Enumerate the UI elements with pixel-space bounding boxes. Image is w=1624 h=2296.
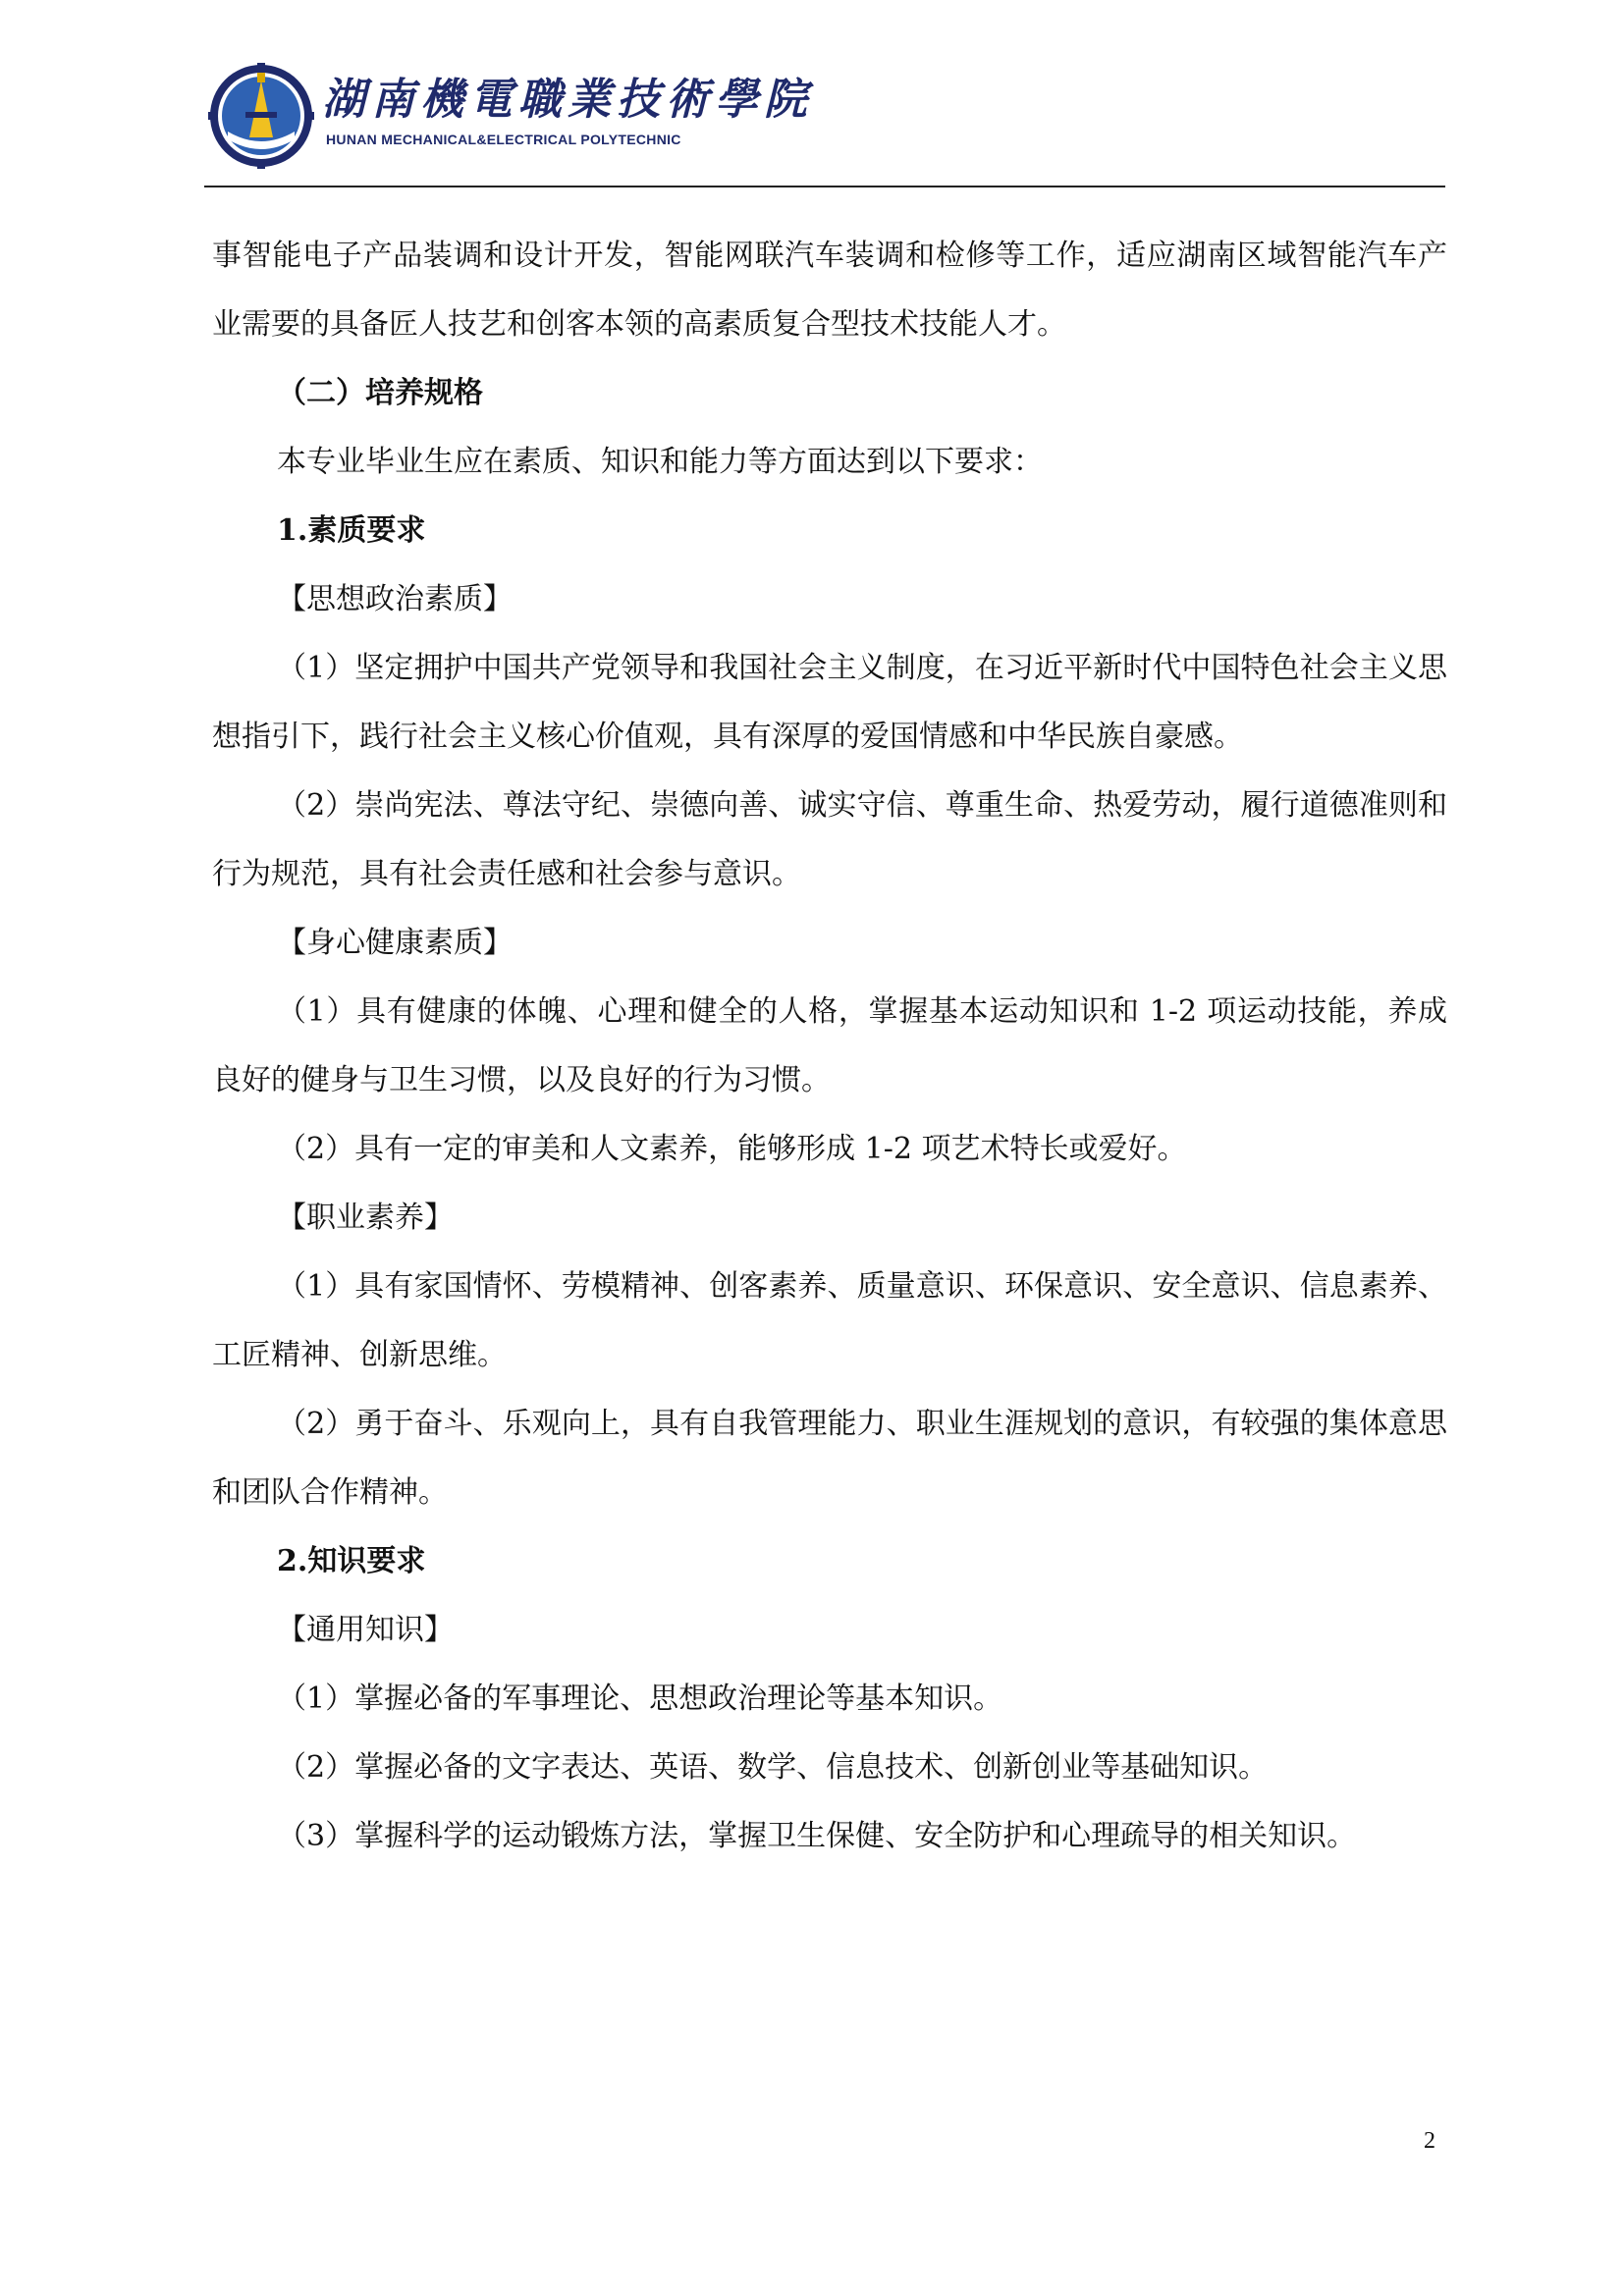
list-item: （2）勇于奋斗、乐观向上，具有自我管理能力、职业生涯规划的意识，有较强的集体意思和团队合作精神。: [212, 1407, 1447, 1510]
page-number: 2: [1424, 2128, 1435, 2154]
category-label: 【思想政治素质】: [277, 582, 513, 616]
school-name-cn: 湖南機電職業技術學院: [322, 75, 813, 125]
category-label: 【职业素养】: [277, 1201, 454, 1235]
list-item: （2）崇尚宪法、尊法守纪、崇德向善、诚实守信、尊重生命、热爱劳动，履行道德准则和行为规范，具有社会责任感和社会参与意识。: [212, 788, 1447, 891]
list-item: （2）具有一定的审美和人文素养，能够形成 1-2 项艺术特长或爱好。: [277, 1132, 1187, 1166]
page-header: [206, 61, 1443, 187]
list-item: （1）掌握必备的军事理论、思想政治理论等基本知识。: [277, 1682, 1003, 1716]
list-item: （1）具有家国情怀、劳模精神、创客素养、质量意识、环保意识、安全意识、信息素养、工匠精神、创新思维。: [212, 1269, 1447, 1372]
section-heading: （二）培养规格: [277, 376, 483, 410]
list-item: （3）掌握科学的运动锻炼方法，掌握卫生保健、安全防护和心理疏导的相关知识。: [277, 1819, 1357, 1853]
list-item: （1）坚定拥护中国共产党领导和我国社会主义制度，在习近平新时代中国特色社会主义思想指引下，践行社会主义核心价值观，具有深厚的爱国情感和中华民族自豪感。: [212, 651, 1447, 754]
subsection-heading: 1.素质要求: [277, 513, 426, 548]
subsection-heading: 2.知识要求: [277, 1544, 426, 1578]
school-logo-icon: [206, 61, 316, 171]
document-body: [212, 222, 1447, 1871]
list-item: （1）具有健康的体魄、心理和健全的人格，掌握基本运动知识和 1-2 项运动技能，养成良好的健身与卫生习惯，以及良好的行为习惯。: [212, 994, 1447, 1097]
list-item: （2）掌握必备的文字表达、英语、数学、信息技术、创新创业等基础知识。: [277, 1750, 1269, 1785]
school-name-en: HUNAN MECHANICAL&ELECTRICAL POLYTECHNIC: [326, 132, 681, 147]
paragraph-continuation: 事智能电子产品装调和设计开发，智能网联汽车装调和检修等工作，适应湖南区域智能汽车产业需要的具备匠人技艺和创客本领的高素质复合型技术技能人才。: [212, 239, 1447, 342]
category-label: 【身心健康素质】: [277, 926, 513, 960]
header-divider: [204, 186, 1445, 187]
category-label: 【通用知识】: [277, 1613, 454, 1647]
paragraph: 本专业毕业生应在素质、知识和能力等方面达到以下要求：: [277, 445, 1043, 479]
